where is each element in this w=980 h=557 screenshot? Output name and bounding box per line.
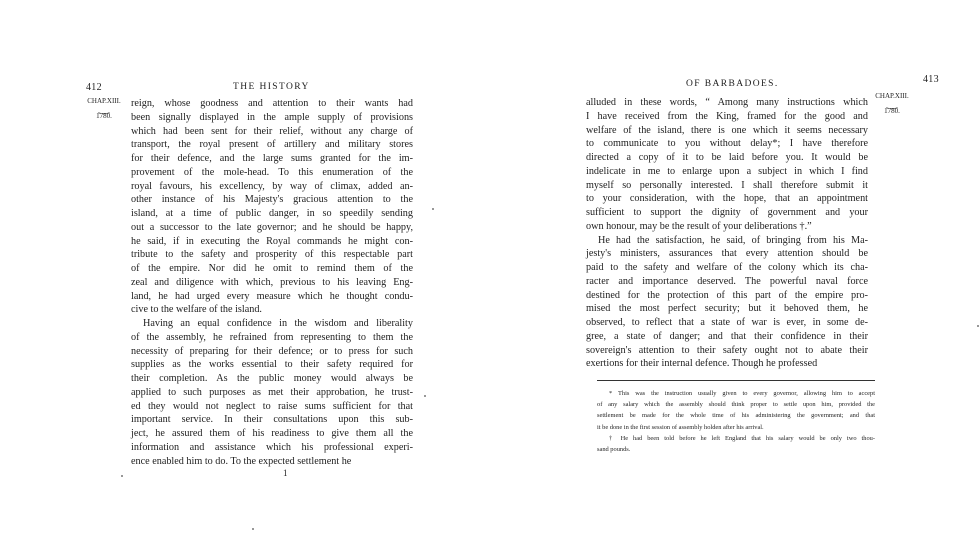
text-line: information and assistance which his professional experi- bbox=[131, 441, 413, 453]
text-line: welfare of the island, there is one which it seems necessary bbox=[586, 124, 868, 136]
text-line: their completion. As the public money would always be bbox=[131, 373, 413, 384]
text-line: of the assembly, he refrained from representing to them the bbox=[131, 331, 413, 343]
running-head: OF BARBADOES. bbox=[686, 79, 779, 89]
text-line: ed they would not neglect to raise sums sufficient for that bbox=[131, 400, 413, 412]
text-line: for their defence, and the large sums granted for the im- bbox=[131, 153, 413, 164]
speck bbox=[252, 528, 254, 530]
text-line: ence enabled him to do. To the expected settlement he bbox=[131, 455, 352, 467]
footnote-line: sand pounds. bbox=[597, 445, 631, 453]
text-line: other instance of his Majesty's gracious attention to the bbox=[131, 194, 413, 206]
text-line: he said, if in executing the Royal commands he might con- bbox=[131, 235, 413, 247]
text-line: gree, a state of danger; and that their confidence in their bbox=[586, 330, 868, 342]
text-line: provement of the mole-head. To this enumeration of the bbox=[131, 166, 413, 178]
speck bbox=[121, 475, 123, 477]
text-line: observed, to reflect that a state of war is ever, in some de- bbox=[586, 317, 868, 328]
side-note-chapter: CHAP.XIII. bbox=[87, 97, 121, 105]
signature-mark: 1 bbox=[283, 468, 288, 478]
text-line: supplies as the works essential to their safety required for bbox=[131, 359, 413, 371]
text-line: transport, the royal present of artillery and military stores bbox=[131, 139, 413, 151]
text-line: indelicate in me to enlarge upon a subject in which I find bbox=[586, 165, 868, 177]
text-line: to your consideration, with the hope, that an appointment bbox=[586, 193, 868, 205]
text-line: racter and importance deserved. The powerful naval force bbox=[586, 275, 868, 287]
text-line: of the empire. Nor did he omit to remind them of the bbox=[131, 263, 413, 274]
footnote-line: it be done in the first session of assembly holden after his arrival. bbox=[597, 423, 764, 431]
text-line: I have received from the King, framed for the good and bbox=[586, 110, 868, 122]
footnote-line: settlement be made for the whole time of his administering the government; and that bbox=[597, 412, 875, 420]
text-line: important service. In their consultations upon this sub- bbox=[131, 414, 413, 426]
text-line: destined for the protection of this part of the empire pro- bbox=[586, 289, 868, 301]
text-line: cive to the welfare of the island. bbox=[131, 304, 262, 316]
text-line: applied to such purposes as met their approbation, he trust- bbox=[131, 386, 413, 398]
footnote-line: * This was the instruction usually given to every governor, allowing him to accept bbox=[609, 390, 875, 397]
text-line: been signally displayed in the ample supply of provisions bbox=[131, 111, 413, 123]
text-line: jesty's ministers, assurances that every attention should be bbox=[586, 248, 868, 260]
speck bbox=[424, 395, 426, 397]
side-note-chapter: CHAP.XIII. bbox=[875, 92, 909, 100]
text-line: sovereign's attention to their safety ought not to abate their bbox=[586, 344, 868, 356]
text-line: myself so personally interested. I shall therefore submit it bbox=[586, 179, 868, 191]
text-line: which had been sent for their relief, without any charge of bbox=[131, 125, 413, 137]
text-line: alluded in these words, “ Among many instructions which bbox=[586, 97, 868, 108]
page-number: 413 bbox=[923, 74, 939, 85]
text-line: directed a copy of it to be laid before you. It would be bbox=[586, 152, 868, 163]
side-note-year: 1780. bbox=[884, 107, 900, 115]
text-line: out a successor to the late governor; and he should be happy, bbox=[131, 221, 413, 233]
side-note bbox=[870, 92, 914, 116]
speck bbox=[432, 208, 434, 210]
speck bbox=[977, 325, 979, 327]
text-line: necessity of preparing for their defence; or to press for such bbox=[131, 345, 413, 357]
text-line: exertions for their internal defence. Though he professed bbox=[586, 358, 818, 370]
footnote-rule bbox=[597, 380, 875, 381]
side-note bbox=[82, 97, 126, 121]
body-text bbox=[131, 97, 413, 468]
text-line: Having an equal confidence in the wisdom and liberality bbox=[143, 318, 413, 329]
footnote-line: of any salary which the assembly should think proper to settle upon him, provided the bbox=[597, 401, 875, 409]
text-line: paid to the safety and welfare of the colony which its cha- bbox=[586, 262, 868, 273]
text-line: tribute to the safety and prosperity of this respectable part bbox=[131, 249, 413, 261]
right-page bbox=[490, 0, 980, 557]
text-line: island, at a time of public danger, in so speedily sending bbox=[131, 208, 413, 219]
text-line: own honour, may be the result of your deliberations †.” bbox=[586, 220, 812, 232]
text-line: sufficient to support the dignity of government and your bbox=[586, 207, 868, 218]
text-line: ject, he assured them of his readiness to give them all the bbox=[131, 428, 413, 439]
footnote-line: † He had been told before he left England that his salary would be only two thou- bbox=[609, 434, 875, 442]
text-line: mised the most perfect security; but it behoved them, he bbox=[586, 303, 868, 315]
body-text bbox=[586, 96, 868, 371]
brace-mark: ⏟ bbox=[886, 99, 898, 109]
text-line: He had the satisfaction, he said, of bringing from his Ma- bbox=[598, 234, 868, 246]
page-number: 412 bbox=[86, 82, 102, 93]
text-line: zeal and diligence with which, previous to his leaving Eng- bbox=[131, 276, 413, 288]
text-line: to communicate to you without delay*; I have therefore bbox=[586, 138, 868, 150]
running-head: THE HISTORY bbox=[233, 82, 310, 92]
footnotes bbox=[597, 388, 875, 455]
text-line: land, he had urged every measure which he thought condu- bbox=[131, 290, 413, 302]
text-line: reign, whose goodness and attention to their wants had bbox=[131, 98, 413, 109]
text-line: royal favours, his excellency, by way of climax, added an- bbox=[131, 180, 413, 192]
brace-mark: ⏟ bbox=[98, 104, 110, 114]
side-note-year: 1780. bbox=[96, 112, 112, 120]
